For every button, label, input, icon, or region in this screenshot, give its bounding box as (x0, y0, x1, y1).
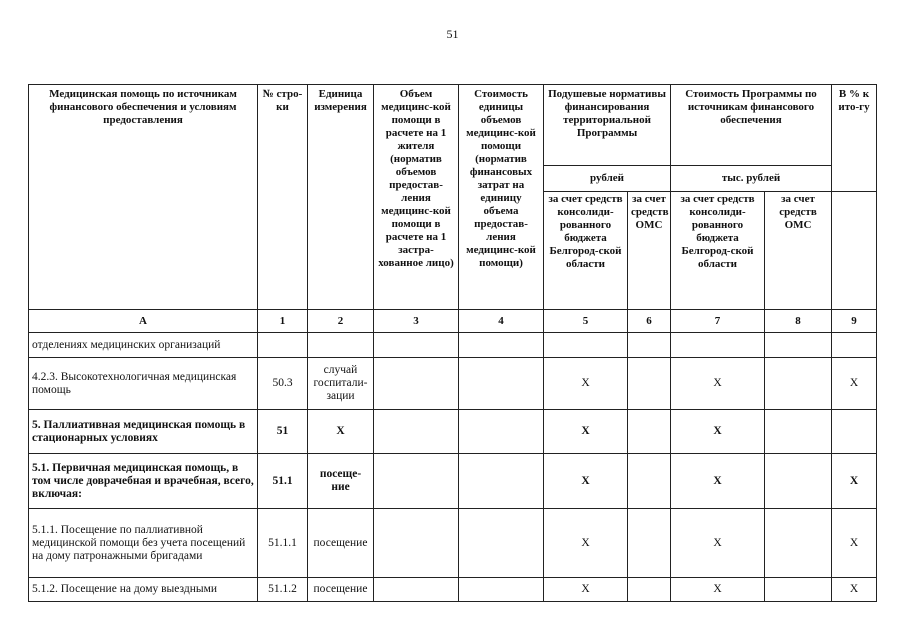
row-number: 51.1.2 (258, 578, 308, 602)
row-oms-thousand (765, 358, 832, 410)
financing-table (28, 84, 877, 602)
row-oms-thousand (765, 454, 832, 509)
row-number: 51.1.1 (258, 509, 308, 578)
header-medical-care: Медицинская помощь по источникам финансового обеспечения и условиям предоставления (29, 85, 258, 310)
row-unit: случай госпитали-зации (308, 358, 374, 410)
table-row (29, 454, 877, 509)
row-oms-thousand (765, 509, 832, 578)
row-oms-thousand (765, 410, 832, 454)
table-row (29, 410, 877, 454)
header-budget-thousand: за счет средств консолиди-рованного бюджета Белгород-ской области (671, 192, 765, 310)
row-oms-rubles (628, 410, 671, 454)
header-percent: В % к ито-гу (832, 85, 877, 192)
row-budget-rubles (544, 333, 628, 358)
table-row (29, 333, 877, 358)
column-index: 4 (459, 310, 544, 333)
row-volume (374, 454, 459, 509)
header-budget-rubles: за счет средств консолиди-рованного бюджета Белгород-ской области (544, 192, 628, 310)
row-percent: Х (832, 454, 877, 509)
row-cost (459, 578, 544, 602)
row-percent: Х (832, 358, 877, 410)
page-number: 51 (446, 27, 459, 41)
row-volume (374, 578, 459, 602)
row-number: 51 (258, 410, 308, 454)
row-oms-thousand (765, 578, 832, 602)
row-unit: посещение (308, 509, 374, 578)
row-budget-thousand: Х (671, 454, 765, 509)
row-budget-thousand: Х (671, 410, 765, 454)
row-unit: посещение (308, 578, 374, 602)
row-budget-rubles: Х (544, 509, 628, 578)
header-volume: Объем медицинс-кой помощи в расчете на 1 жителя (норматив объемов предостав-ления медицинс-кой помощи в расчете на 1 застра-хованное лицо) (374, 85, 459, 310)
header-unit-cost: Стоимость единицы объемов медицинс-кой помощи (норматив финансовых затрат на единицу объема предостав-ления медицинс-кой помощи) (459, 85, 544, 310)
header-rubles: рублей (544, 166, 671, 192)
row-budget-rubles: Х (544, 410, 628, 454)
column-index: 3 (374, 310, 459, 333)
column-index: 8 (765, 310, 832, 333)
row-percent: Х (832, 578, 877, 602)
header-per-capita: Подушевые нормативы финансирования территориальной Программы (544, 85, 671, 166)
header-oms-thousand: за счет средств ОМС (765, 192, 832, 310)
row-percent (832, 333, 877, 358)
row-name: 4.2.3. Высокотехнологичная медицинская помощь (29, 358, 258, 410)
row-cost (459, 333, 544, 358)
row-number: 50.3 (258, 358, 308, 410)
header-thousand-rubles: тыс. рублей (671, 166, 832, 192)
row-unit: посеще-ние (308, 454, 374, 509)
header-unit: Единица измерения (308, 85, 374, 310)
column-index: 7 (671, 310, 765, 333)
row-cost (459, 509, 544, 578)
row-name: отделениях медицинских организаций (29, 333, 258, 358)
row-oms-rubles (628, 454, 671, 509)
column-index: А (29, 310, 258, 333)
row-cost (459, 410, 544, 454)
table-row (29, 578, 877, 602)
column-index: 6 (628, 310, 671, 333)
row-oms-rubles (628, 509, 671, 578)
column-index: 5 (544, 310, 628, 333)
row-oms-rubles (628, 578, 671, 602)
header-row-number: № стро-ки (258, 85, 308, 310)
row-name: 5. Паллиативная медицинская помощь в стационарных условиях (29, 410, 258, 454)
row-budget-rubles: Х (544, 578, 628, 602)
row-volume (374, 410, 459, 454)
row-name: 5.1.2. Посещение на дому выездными (29, 578, 258, 602)
row-volume (374, 358, 459, 410)
row-budget-thousand (671, 333, 765, 358)
row-unit (308, 333, 374, 358)
row-name: 5.1.1. Посещение по паллиативной медицинской помощи без учета посещений на дому патронажными бригадами (29, 509, 258, 578)
row-budget-thousand: Х (671, 358, 765, 410)
row-name: 5.1. Первичная медицинская помощь, в том числе доврачебная и врачебная, всего, включая: (29, 454, 258, 509)
row-oms-thousand (765, 333, 832, 358)
row-cost (459, 454, 544, 509)
row-percent: Х (832, 509, 877, 578)
table-row (29, 358, 877, 410)
row-percent (832, 410, 877, 454)
row-budget-rubles: Х (544, 358, 628, 410)
row-number (258, 333, 308, 358)
row-oms-rubles (628, 333, 671, 358)
header-program-cost: Стоимость Программы по источникам финансового обеспечения (671, 85, 832, 166)
row-volume (374, 333, 459, 358)
column-index: 2 (308, 310, 374, 333)
row-oms-rubles (628, 358, 671, 410)
row-number: 51.1 (258, 454, 308, 509)
row-budget-rubles: Х (544, 454, 628, 509)
row-budget-thousand: Х (671, 509, 765, 578)
header-oms-rubles: за счет средств ОМС (628, 192, 671, 310)
row-volume (374, 509, 459, 578)
table-row (29, 509, 877, 578)
header-percent-empty (832, 192, 877, 310)
column-index: 1 (258, 310, 308, 333)
row-budget-thousand: Х (671, 578, 765, 602)
column-index: 9 (832, 310, 877, 333)
row-cost (459, 358, 544, 410)
row-unit: Х (308, 410, 374, 454)
